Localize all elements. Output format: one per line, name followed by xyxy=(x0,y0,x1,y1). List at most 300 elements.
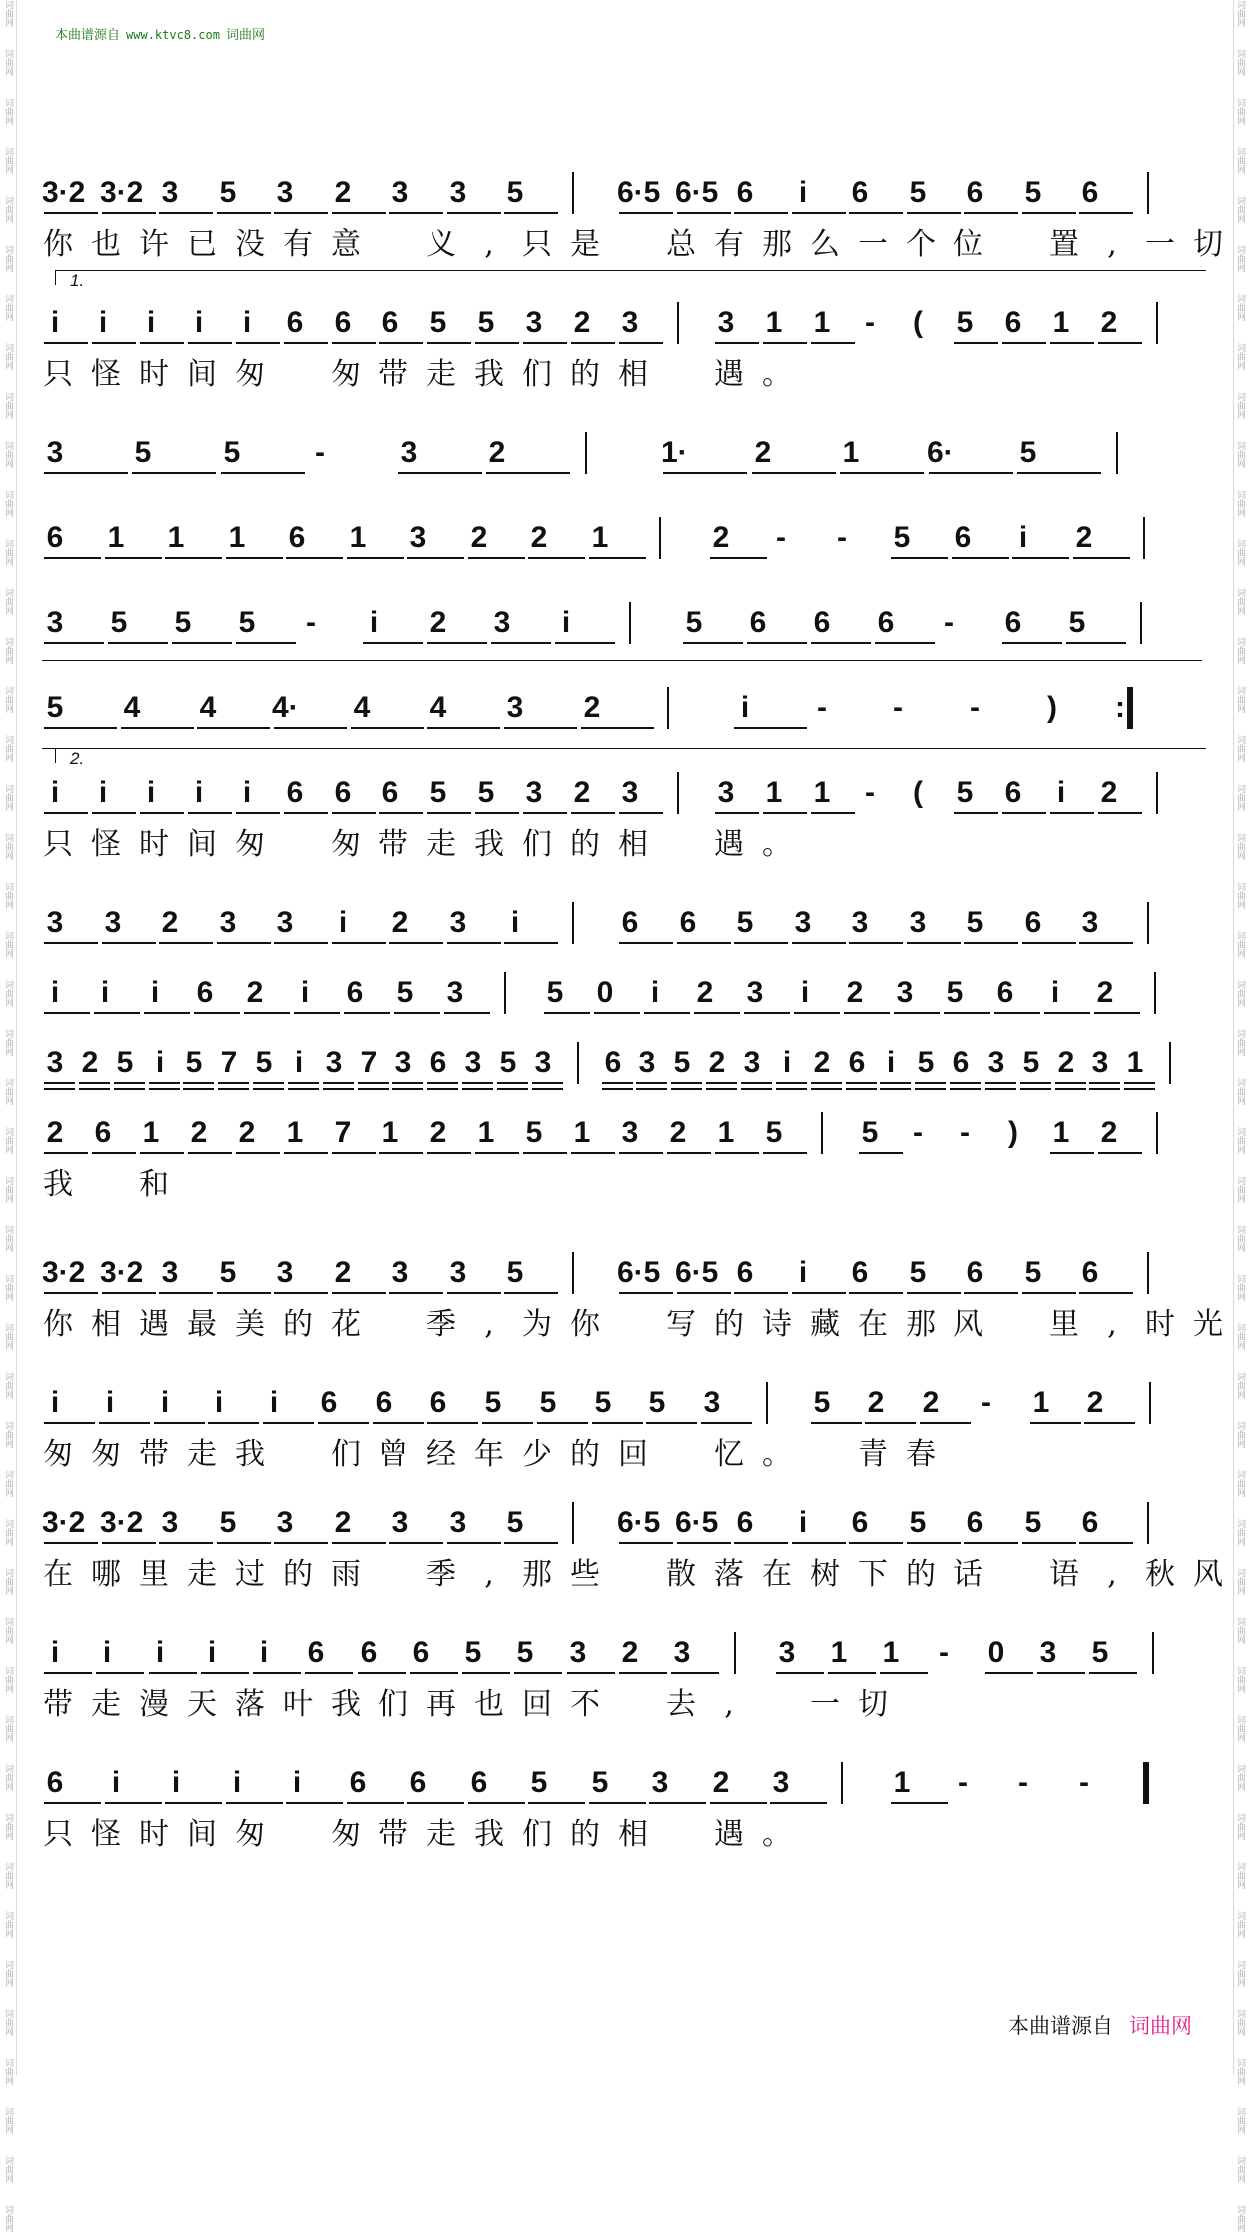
beam-line xyxy=(286,557,343,559)
note: i xyxy=(798,176,808,209)
beam-line xyxy=(894,1012,940,1014)
lyric-char: 藏 xyxy=(810,1307,840,1342)
note: 3 xyxy=(525,306,543,339)
beam-line-double xyxy=(358,1088,389,1090)
beam-line-double xyxy=(44,1088,75,1090)
beam-line xyxy=(920,1422,971,1424)
note: i xyxy=(510,906,520,939)
beam-line xyxy=(1050,812,1094,814)
note: 2 xyxy=(754,436,772,469)
source-footer xyxy=(1008,2010,1192,2040)
beam-line xyxy=(332,342,376,344)
note: 6 xyxy=(412,1636,430,1669)
beam-line xyxy=(1022,212,1076,214)
beam-line xyxy=(323,1082,354,1084)
lyric-char: 匆 xyxy=(235,827,265,862)
note: i xyxy=(150,976,160,1009)
lyric-char: 诗 xyxy=(762,1307,792,1342)
score-line xyxy=(42,1760,1212,1852)
beam-line xyxy=(332,812,376,814)
beam-line xyxy=(710,557,767,559)
lyric-char: 走 xyxy=(91,1687,121,1722)
note: 2 xyxy=(922,1386,940,1419)
note: i xyxy=(105,1386,115,1419)
lyric-line xyxy=(42,1438,1212,1474)
footer-source-text: 本曲谱源自 xyxy=(1008,2014,1113,2038)
lyric-char: 那 xyxy=(906,1307,936,1342)
lyric-char: 有 xyxy=(714,227,744,262)
beam-line xyxy=(544,1012,590,1014)
note: 7 xyxy=(360,1046,378,1079)
lyric-char: 最 xyxy=(187,1307,217,1342)
note: 1 xyxy=(573,1116,591,1149)
lyric-char: 相 xyxy=(618,1817,648,1852)
beam-line xyxy=(102,212,156,214)
beam-line xyxy=(447,1292,501,1294)
beam-line xyxy=(44,472,128,474)
beam-line xyxy=(891,1802,948,1804)
beam-line xyxy=(636,1082,667,1084)
note-line xyxy=(42,1380,1212,1420)
beam-line xyxy=(671,1082,702,1084)
beam-line xyxy=(1020,1082,1051,1084)
lyric-char: 走 xyxy=(187,1557,217,1592)
note: 3 xyxy=(673,1636,691,1669)
note: 2 xyxy=(470,521,488,554)
lyric-char: 一 xyxy=(810,1687,840,1722)
beam-line-double xyxy=(79,1088,110,1090)
beam-line xyxy=(964,942,1018,944)
beam-line xyxy=(677,1292,731,1294)
watermark-text: 词曲网 xyxy=(3,294,13,321)
watermark-text: 词曲网 xyxy=(3,49,13,76)
beam-line xyxy=(468,557,525,559)
watermark-text: 词曲网 xyxy=(3,1078,13,1105)
note: 3 xyxy=(219,906,237,939)
watermark-text: 词曲网 xyxy=(1235,2058,1245,2085)
beam-line xyxy=(96,1672,144,1674)
beam-line xyxy=(140,1152,184,1154)
barline xyxy=(1147,172,1149,214)
beam-line xyxy=(1055,1082,1086,1084)
beam-line xyxy=(217,1292,271,1294)
beam-line xyxy=(140,342,184,344)
beam-line xyxy=(332,212,386,214)
beam-line xyxy=(486,472,570,474)
lyric-char: 你 xyxy=(43,1307,73,1342)
note: 6 xyxy=(1004,776,1022,809)
note: 5 xyxy=(525,1116,543,1149)
note: i xyxy=(102,1636,112,1669)
beam-line xyxy=(92,342,136,344)
note: - xyxy=(315,436,325,469)
note: 3 xyxy=(1091,1046,1109,1079)
note: 6 xyxy=(851,1506,869,1539)
beam-line xyxy=(763,342,807,344)
beam-line xyxy=(159,1542,213,1544)
note: 1 xyxy=(813,306,831,339)
beam-line xyxy=(752,472,836,474)
watermark-text: 词曲网 xyxy=(3,1274,13,1301)
note: 6 xyxy=(966,1256,984,1289)
lyric-char: 的 xyxy=(570,827,600,862)
beam-line xyxy=(217,942,271,944)
beam-line xyxy=(427,727,500,729)
watermark-text: 词曲网 xyxy=(1235,1470,1245,1497)
beam-line xyxy=(274,1542,328,1544)
note: - xyxy=(981,1386,991,1419)
watermark-text: 词曲网 xyxy=(1235,196,1245,223)
beam-line xyxy=(794,1012,840,1014)
beam-line xyxy=(1044,1012,1090,1014)
beam-line xyxy=(1124,1082,1155,1084)
lyric-char: 相 xyxy=(618,357,648,392)
beam-line xyxy=(1050,342,1094,344)
beam-line-double xyxy=(253,1088,284,1090)
watermark-text: 词曲网 xyxy=(3,1715,13,1742)
beam-line xyxy=(159,212,213,214)
score-line xyxy=(42,170,1223,262)
note: 2 xyxy=(334,176,352,209)
beam-line xyxy=(776,1082,807,1084)
beam-line xyxy=(504,727,577,729)
lyric-char: 间 xyxy=(187,357,217,392)
beam-line xyxy=(114,1082,145,1084)
note: i xyxy=(886,1046,896,1079)
barline xyxy=(629,602,631,644)
note: 6·5 xyxy=(675,1256,719,1289)
lyric-char: 的 xyxy=(283,1557,313,1592)
watermark-text: 词曲网 xyxy=(1235,2156,1245,2183)
lyric-char: 里 xyxy=(1049,1307,1079,1342)
note: 5 xyxy=(966,906,984,939)
beam-line xyxy=(44,1422,95,1424)
beam-line xyxy=(504,212,558,214)
note: 5 xyxy=(591,1766,609,1799)
note: i xyxy=(782,1046,792,1079)
lyric-char: , xyxy=(1107,227,1117,262)
beam-line xyxy=(159,942,213,944)
beam-line xyxy=(523,342,567,344)
note: - xyxy=(958,1766,968,1799)
note: 2 xyxy=(1100,776,1118,809)
note: 6 xyxy=(470,1766,488,1799)
beam-line xyxy=(811,1422,862,1424)
note: 5 xyxy=(736,906,754,939)
note: 0 xyxy=(987,1636,1005,1669)
lyric-char: 一 xyxy=(1145,227,1175,262)
beam-line xyxy=(44,727,117,729)
note: 6 xyxy=(813,606,831,639)
watermark-text: 词曲网 xyxy=(1235,1225,1245,1252)
lyric-char: 个 xyxy=(906,227,936,262)
beam-line xyxy=(929,472,1013,474)
beam-line xyxy=(619,1152,663,1154)
beam-line xyxy=(571,812,615,814)
beam-line xyxy=(108,642,168,644)
beam-line xyxy=(619,812,663,814)
note: i xyxy=(98,306,108,339)
watermark-text: 词曲网 xyxy=(1235,1960,1245,1987)
lyric-char: 忆 xyxy=(714,1437,744,1472)
note: 3 xyxy=(161,176,179,209)
note: i xyxy=(171,1766,181,1799)
note: 5 xyxy=(909,1506,927,1539)
watermark-text: 词曲网 xyxy=(1235,392,1245,419)
watermark-text: 词曲网 xyxy=(3,1225,13,1252)
beam-line xyxy=(188,342,232,344)
lyric-char: 间 xyxy=(187,1817,217,1852)
note: 2 xyxy=(1086,1386,1104,1419)
note: 5 xyxy=(594,1386,612,1419)
note: 5 xyxy=(909,1256,927,1289)
note: 3 xyxy=(638,1046,656,1079)
beam-line xyxy=(447,942,501,944)
beam-line xyxy=(407,1802,464,1804)
lyric-char: 只 xyxy=(43,1817,73,1852)
beam-line xyxy=(102,1542,156,1544)
beam-line xyxy=(94,1012,140,1014)
note: 5 xyxy=(255,1046,273,1079)
beam-line xyxy=(840,472,924,474)
note: 4 xyxy=(199,691,217,724)
note: - xyxy=(1018,1766,1028,1799)
watermark-text: 词曲网 xyxy=(1235,1568,1245,1595)
beam-line xyxy=(427,1422,478,1424)
beam-line xyxy=(188,812,232,814)
note: 3 xyxy=(46,1046,64,1079)
lyric-char: 在 xyxy=(762,1557,792,1592)
beam-line xyxy=(44,557,101,559)
note: 1 xyxy=(381,1116,399,1149)
note: - xyxy=(865,306,875,339)
beam-line xyxy=(571,1152,615,1154)
beam-line-double xyxy=(1089,1088,1120,1090)
lyric-char: 只 xyxy=(522,227,552,262)
beam-line xyxy=(581,727,654,729)
lyric-char: 带 xyxy=(43,1687,73,1722)
beam-line xyxy=(236,812,280,814)
note: 3 xyxy=(746,976,764,1009)
note: 1 xyxy=(477,1116,495,1149)
beam-line xyxy=(1002,342,1046,344)
beam-line xyxy=(244,1012,290,1014)
beam-line xyxy=(188,1152,232,1154)
beam-line xyxy=(619,212,673,214)
lyric-char: 带 xyxy=(378,827,408,862)
beam-line-double xyxy=(636,1088,667,1090)
note: i xyxy=(50,1386,60,1419)
watermark-text: 词曲网 xyxy=(3,1666,13,1693)
note: - xyxy=(939,1636,949,1669)
watermark-text: 词曲网 xyxy=(3,490,13,517)
score-line xyxy=(42,515,1212,571)
beam-line xyxy=(332,1152,376,1154)
beam-line xyxy=(201,1672,249,1674)
beam-line xyxy=(776,1672,824,1674)
beam-line-double xyxy=(880,1088,911,1090)
beam-line xyxy=(671,1672,719,1674)
lyric-char: 们 xyxy=(378,1687,408,1722)
beam-line xyxy=(811,342,855,344)
watermark-text: 词曲网 xyxy=(1235,833,1245,860)
watermark-strip-left xyxy=(2,0,17,2232)
barline xyxy=(572,1252,574,1294)
note: 2 xyxy=(813,1046,831,1079)
beam-line xyxy=(844,1012,890,1014)
note: 6 xyxy=(307,1636,325,1669)
source-header xyxy=(55,24,265,43)
watermark-text: 词曲网 xyxy=(3,343,13,370)
lyric-char: 哪 xyxy=(91,1557,121,1592)
lyric-char: 。 xyxy=(762,1817,792,1852)
lyric-char: 带 xyxy=(378,1817,408,1852)
beam-line xyxy=(427,1152,471,1154)
beam-line xyxy=(964,212,1018,214)
beam-line xyxy=(504,942,558,944)
beam-line xyxy=(172,642,232,644)
beam-line xyxy=(194,1012,240,1014)
beam-line xyxy=(715,1152,759,1154)
note: 2 xyxy=(846,976,864,1009)
beam-line xyxy=(1079,942,1133,944)
watermark-text: 词曲网 xyxy=(1235,0,1245,27)
note: i xyxy=(294,1046,304,1079)
note: 3 xyxy=(46,606,64,639)
beam-line xyxy=(747,642,807,644)
beam-line xyxy=(1098,1152,1142,1154)
beam-line-double xyxy=(323,1088,354,1090)
beam-line xyxy=(363,642,423,644)
note: 5 xyxy=(956,776,974,809)
note: 6 xyxy=(320,1386,338,1419)
beam-line xyxy=(344,1012,390,1014)
beam-line xyxy=(389,1542,443,1544)
beam-line xyxy=(619,1542,673,1544)
beam-line xyxy=(567,1672,615,1674)
note: 1 xyxy=(813,776,831,809)
lyric-char: 遇 xyxy=(714,357,744,392)
beam-line xyxy=(715,342,759,344)
note: 1 xyxy=(286,1116,304,1149)
lyric-char: 季 xyxy=(426,1307,456,1342)
footer-site-link[interactable]: 词曲网 xyxy=(1129,2014,1192,2038)
beam-line-double xyxy=(950,1088,981,1090)
beam-line xyxy=(734,1292,788,1294)
barline xyxy=(677,302,679,344)
lyric-char: 们 xyxy=(522,1817,552,1852)
note: i xyxy=(1018,521,1028,554)
beam-line xyxy=(358,1672,406,1674)
lyric-char: 的 xyxy=(570,357,600,392)
note: 5 xyxy=(1024,1256,1042,1289)
note: i xyxy=(146,306,156,339)
note: 6 xyxy=(375,1386,393,1419)
beam-line xyxy=(105,557,162,559)
note: ) xyxy=(1047,691,1057,724)
note: 3 xyxy=(276,1506,294,1539)
note: 5 xyxy=(1024,1506,1042,1539)
note: 1 xyxy=(142,1116,160,1149)
note: 5 xyxy=(219,1506,237,1539)
note: 5 xyxy=(1091,1636,1109,1669)
beam-line xyxy=(528,1802,585,1804)
note: 6 xyxy=(851,176,869,209)
lyric-char: 我 xyxy=(474,357,504,392)
barline xyxy=(766,1382,768,1424)
note: 5 xyxy=(1022,1046,1040,1079)
beam-line xyxy=(140,812,184,814)
beam-line xyxy=(253,1672,301,1674)
note: 1 xyxy=(893,1766,911,1799)
note: i xyxy=(194,306,204,339)
lyric-char: 我 xyxy=(474,827,504,862)
beam-line xyxy=(849,1542,903,1544)
beam-line-double xyxy=(462,1088,493,1090)
note: 3 xyxy=(449,1506,467,1539)
watermark-text: 词曲网 xyxy=(1235,49,1245,76)
watermark-text: 词曲网 xyxy=(3,245,13,272)
note: 3 xyxy=(409,521,427,554)
note: 3 xyxy=(987,1046,1005,1079)
note: 2 xyxy=(712,521,730,554)
note: 5 xyxy=(546,976,564,1009)
note: - xyxy=(893,691,903,724)
note: 6 xyxy=(196,976,214,1009)
note: 2 xyxy=(161,906,179,939)
beam-line xyxy=(284,812,328,814)
barline xyxy=(1156,1112,1158,1154)
note: 3 xyxy=(394,1046,412,1079)
note: 1 xyxy=(107,521,125,554)
lyric-char: 的 xyxy=(714,1307,744,1342)
note: 6 xyxy=(966,1506,984,1539)
note: 2 xyxy=(1057,1046,1075,1079)
note: i xyxy=(50,776,60,809)
barline xyxy=(1169,1042,1171,1084)
watermark-text: 词曲网 xyxy=(3,1176,13,1203)
beam-line xyxy=(964,1292,1018,1294)
staff-separator-line xyxy=(42,748,1202,749)
note: 3 xyxy=(569,1636,587,1669)
note: 5 xyxy=(506,176,524,209)
note: 5 xyxy=(685,606,703,639)
note: ( xyxy=(913,306,923,339)
beam-line xyxy=(44,642,104,644)
lyric-char: 春 xyxy=(906,1437,936,1472)
barline xyxy=(1147,1252,1149,1294)
beam-line xyxy=(351,727,424,729)
note: 2 xyxy=(1096,976,1114,1009)
beam-line xyxy=(706,1082,737,1084)
note: 5 xyxy=(110,606,128,639)
lyric-char: 遇 xyxy=(714,827,744,862)
note: 5 xyxy=(893,521,911,554)
watermark-text: 词曲网 xyxy=(3,1568,13,1595)
watermark-text: 词曲网 xyxy=(3,441,13,468)
note: 3 xyxy=(717,776,735,809)
watermark-text: 词曲网 xyxy=(3,980,13,1007)
beam-line xyxy=(410,1672,458,1674)
lyric-char: 那 xyxy=(762,227,792,262)
beam-line xyxy=(392,1082,423,1084)
beam-line-double xyxy=(602,1088,633,1090)
note: i xyxy=(50,976,60,1009)
beam-line xyxy=(253,1082,284,1084)
beam-line xyxy=(694,1012,740,1014)
header-url[interactable]: www.ktvc8.com xyxy=(126,28,220,42)
beam-line xyxy=(859,1152,903,1154)
